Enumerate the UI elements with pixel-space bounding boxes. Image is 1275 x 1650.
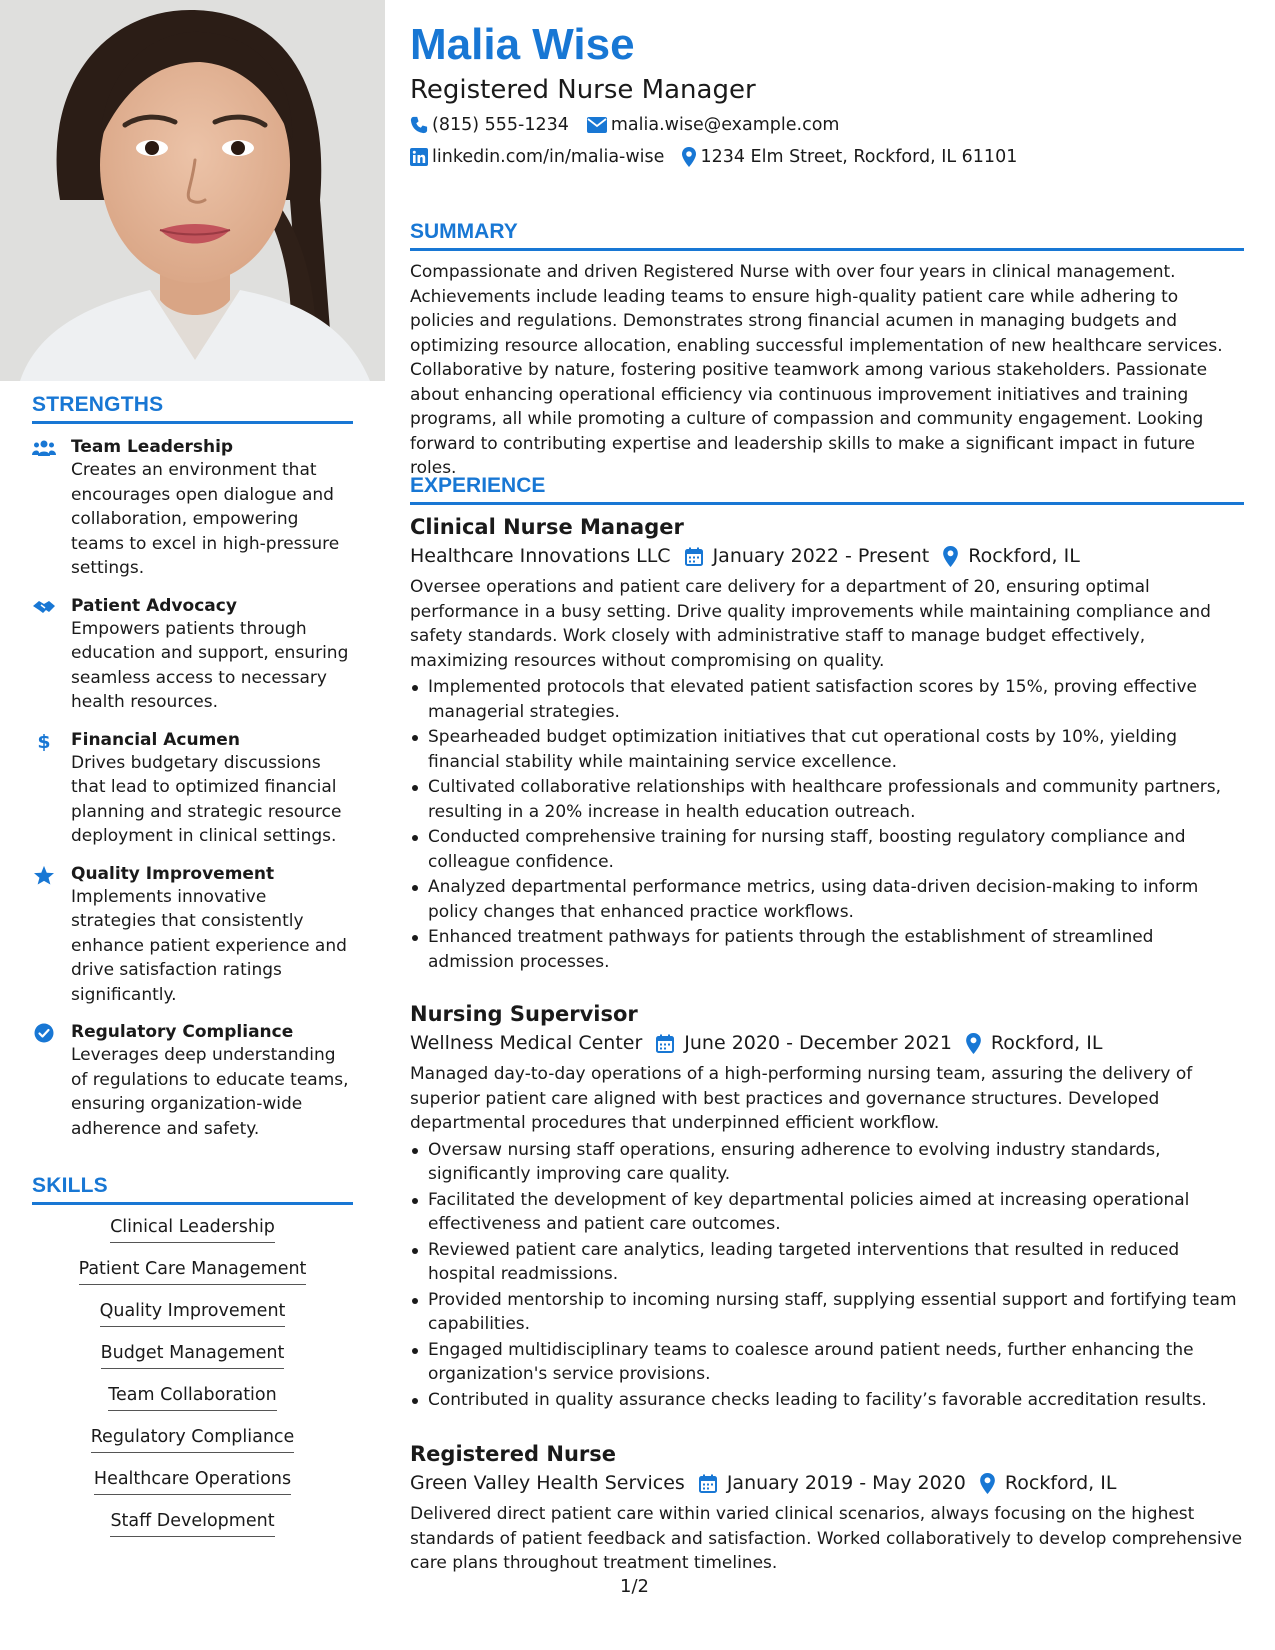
strength-item <box>32 1021 353 1141</box>
strength-name: Quality Improvement <box>71 863 275 884</box>
bullet-item: Implemented protocols that elevated patient satisfaction scores by 15%, proving effective managerial strategies. <box>410 675 1244 724</box>
linkedin-icon <box>410 148 428 166</box>
dollar-icon <box>32 731 56 751</box>
email-icon <box>587 117 607 133</box>
job-dates: January 2022 - Present <box>685 541 930 571</box>
job-description: Oversee operations and patient care delivery for a department of 20, ensuring optimal performance in a busy setting. Drive quality improvements while maintaining compliance and safety standards. Work closely with administrative staff to manage budget effectively, maximizing resources without compromising on quality. <box>410 577 1211 671</box>
bullet-item: Analyzed departmental performance metrics, using data-driven decision-making to inform policy changes that enhanced practice workflows. <box>410 875 1244 924</box>
skill-item: Clinical Leadership <box>32 1215 353 1243</box>
calendar-icon <box>699 1474 717 1493</box>
skill-item: Healthcare Operations <box>32 1467 353 1495</box>
calendar-icon <box>656 1034 674 1053</box>
skill-item: Quality Improvement <box>32 1299 353 1327</box>
summary-text: Compassionate and driven Registered Nurse with over four years in clinical management. Achievements include leading teams to ensure high-quality patient care while adhering to policies and regulations. Demonstrates strong financial acumen in managing budgets and optimizing resource allocation, enabling successful implementation of new healthcare services. Collaborative by nature, fostering positive teamwork among various stakeholders. Passionate about enhancing operational efficiency via continuous improvement initiatives and training programs, all while promoting a culture of compassion and community engagement. Looking forward to contributing expertise and leadership skills to make a significant impact in future roles. <box>410 262 1223 478</box>
experience-heading: EXPERIENCE <box>410 474 1244 505</box>
star-icon <box>32 865 56 885</box>
contact-row-1 <box>410 113 857 137</box>
location-pin-icon <box>966 1033 981 1054</box>
strength-name: Regulatory Compliance <box>71 1022 294 1042</box>
job-company: Wellness Medical Center <box>410 1032 643 1054</box>
strength-desc: Empowers patients through education and support, ensuring seamless access to necessary health resources. <box>71 618 349 712</box>
address-contact: 1234 Elm Street, Rockford, IL 61101 <box>682 145 1017 169</box>
location-pin-icon <box>980 1473 995 1494</box>
skills-section <box>32 1174 353 1551</box>
job-bullets <box>410 1138 1244 1413</box>
job-dates: January 2019 - May 2020 <box>699 1468 966 1498</box>
job-company: Green Valley Health Services <box>410 1472 685 1494</box>
strengths-heading: STRENGTHS <box>32 393 353 424</box>
job-description: Managed day-to-day operations of a high-performing nursing team, assuring the delivery of superior patient care aligned with best practices and governance structures. Developed departmental procedures that underpinned efficient workflow. <box>410 1064 1193 1133</box>
job-entry <box>410 1000 1244 1413</box>
location-pin-icon <box>943 546 958 567</box>
strength-item <box>32 595 353 715</box>
job-title: Nursing Supervisor <box>410 1002 638 1026</box>
bullet-item: Spearheaded budget optimization initiatives that cut operational costs by 10%, yielding financial stability while maintaining service excellence. <box>410 725 1244 774</box>
strength-desc: Implements innovative strategies that consistently enhance patient experience and drive satisfaction ratings significantly. <box>71 886 347 1005</box>
skills-heading: SKILLS <box>32 1174 353 1205</box>
check-circle-icon <box>32 1023 56 1043</box>
strength-desc: Drives budgetary discussions that lead to optimized financial planning and strategic resource deployment in clinical settings. <box>71 752 342 846</box>
portrait-image <box>0 0 385 381</box>
bullet-item: Cultivated collaborative relationships with healthcare professionals and community partners, resulting in a 20% increase in health education outreach. <box>410 775 1244 824</box>
strength-desc: Leverages deep understanding of regulations to educate teams, ensuring organization-wide adherence and safety. <box>71 1045 349 1139</box>
skill-item: Regulatory Compliance <box>32 1425 353 1453</box>
skill-item: Budget Management <box>32 1341 353 1369</box>
job-description: Delivered direct patient care within varied clinical scenarios, always focusing on the highest standards of patient feedback and satisfaction. Worked collaboratively to develop comprehensive care plans throughout treatment timelines. <box>410 1504 1243 1573</box>
strength-item <box>32 863 353 1008</box>
team-icon <box>32 438 56 458</box>
bullet-item: Oversaw nursing staff operations, ensuring adherence to evolving industry standards, significantly improving care quality. <box>410 1138 1244 1187</box>
email-contact[interactable]: malia.wise@example.com <box>587 113 840 137</box>
strength-name: Patient Advocacy <box>71 595 237 616</box>
job-location: Rockford, IL <box>980 1468 1117 1498</box>
skill-item: Team Collaboration <box>32 1383 353 1411</box>
bullet-item: Engaged multidisciplinary teams to coalesce around patient needs, further enhancing the organization's service provisions. <box>410 1338 1244 1387</box>
svg-text:$: $ <box>37 730 51 751</box>
job-company: Healthcare Innovations LLC <box>410 545 671 567</box>
job-dates: June 2020 - December 2021 <box>656 1028 952 1058</box>
strength-name: Financial Acumen <box>71 729 240 750</box>
job-location: Rockford, IL <box>943 541 1080 571</box>
strength-name: Team Leadership <box>71 437 234 457</box>
contact-row-2 <box>410 145 1035 169</box>
job-meta <box>410 1028 1244 1058</box>
bullet-item: Enhanced treatment pathways for patients through the establishment of streamlined admission processes. <box>410 925 1244 974</box>
job-bullets <box>410 675 1244 974</box>
job-entry <box>410 513 1244 975</box>
job-title: Registered Nurse <box>410 1442 616 1466</box>
strengths-section <box>32 393 353 1141</box>
candidate-name: Malia Wise <box>410 20 635 69</box>
bullet-item: Contributed in quality assurance checks leading to facility’s favorable accreditation results. <box>410 1388 1244 1413</box>
calendar-icon <box>685 547 703 566</box>
strength-item <box>32 729 353 849</box>
profile-photo <box>0 0 385 381</box>
phone-contact: (815) 555-1234 <box>410 113 569 137</box>
strength-item <box>32 436 353 581</box>
summary-heading: SUMMARY <box>410 220 1244 251</box>
bullet-item: Facilitated the development of key departmental policies aimed at increasing operational effectiveness and patient care outcomes. <box>410 1188 1244 1237</box>
handshake-icon <box>32 597 56 617</box>
candidate-title: Registered Nurse Manager <box>410 75 756 105</box>
bullet-item: Reviewed patient care analytics, leading targeted interventions that resulted in reduced hospital readmissions. <box>410 1238 1244 1287</box>
bullet-item: Conducted comprehensive training for nursing staff, boosting regulatory compliance and colleague confidence. <box>410 825 1244 874</box>
job-meta <box>410 541 1244 571</box>
page-number: 1/2 <box>620 1576 649 1597</box>
skill-item: Staff Development <box>32 1509 353 1537</box>
phone-icon <box>410 116 428 134</box>
job-meta <box>410 1468 1244 1498</box>
strength-desc: Creates an environment that encourages open dialogue and collaboration, empowering teams to excel in high-pressure settings. <box>71 460 340 578</box>
job-entry <box>410 1440 1244 1576</box>
left-column <box>0 0 385 1650</box>
linkedin-contact[interactable]: linkedin.com/in/malia-wise <box>410 145 664 169</box>
skills-list <box>32 1215 353 1537</box>
job-title: Clinical Nurse Manager <box>410 515 684 539</box>
location-pin-icon <box>682 147 696 167</box>
job-location: Rockford, IL <box>966 1028 1103 1058</box>
bullet-item: Provided mentorship to incoming nursing staff, supplying essential support and fortifying team capabilities. <box>410 1288 1244 1337</box>
skill-item: Patient Care Management <box>32 1257 353 1285</box>
